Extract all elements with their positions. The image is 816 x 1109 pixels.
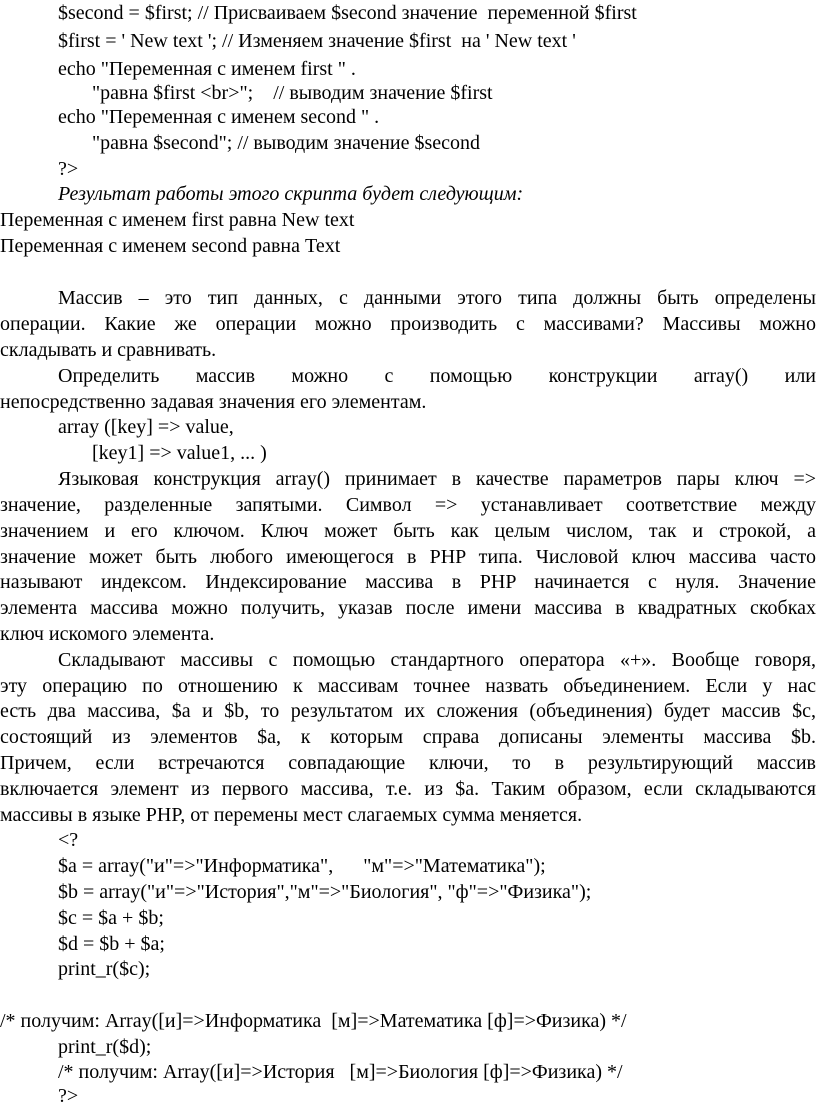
paragraph-line: элемента массива можно получить, указав после имени массива в квадратных скобках — [0, 597, 816, 619]
code-line: array ([key] => value, — [58, 416, 234, 438]
paragraph-line: значение может быть любого имеющегося в PHP типа. Числовой ключ массива часто — [0, 546, 816, 568]
paragraph-line: ключ искомого элемента. — [0, 623, 215, 645]
paragraph-line: значением и его ключом. Ключ может быть как целым числом, так и строкой, а — [0, 520, 816, 542]
code-line: $b = array("и"=>"История","м"=>"Биология", "ф"=>"Физика"); — [58, 881, 592, 903]
code-line: $second = $first; // Присваиваем $second значение переменной $first — [58, 2, 637, 24]
paragraph-line: Причем, если встречаются совпадающие ключи, то в результирующий массив — [0, 752, 816, 774]
code-line: ?> — [58, 158, 79, 180]
output-line: Переменная с именем first равна New text — [0, 209, 355, 231]
result-caption: Результат работы этого скрипта будет следующим: — [58, 183, 524, 205]
code-line: "равна $first <br>"; // выводим значение $first — [92, 82, 493, 104]
code-line: $c = $a + $b; — [58, 907, 164, 929]
code-line: $first = ' New text '; // Изменяем значение $first на ' New text ' — [58, 30, 576, 52]
code-line: [key1] => value1, ... ) — [92, 442, 267, 464]
paragraph-line: Складывают массивы с помощью стандартного оператора «+». Вообще говоря, — [58, 649, 816, 671]
code-line: print_r($c); — [58, 958, 151, 980]
code-line: $d = $b + $a; — [58, 933, 165, 955]
code-comment: /* получим: Array([и]=>Информатика [м]=>Математика [ф]=>Физика) */ — [0, 1010, 627, 1032]
code-line: echo "Переменная с именем second " . — [58, 106, 380, 128]
paragraph-line: включается элемент из первого массива, т.е. из $a. Таким образом, если складываются — [0, 778, 816, 800]
paragraph-line: операции. Какие же операции можно производить с массивами? Массивы можно — [0, 313, 816, 335]
paragraph-line: Определить массив можно с помощью конструкции array() или — [58, 365, 816, 387]
paragraph-line: непосредственно задавая значения его элементам. — [0, 391, 427, 413]
paragraph-line: Массив – это тип данных, с данными этого типа должны быть определены — [58, 287, 816, 309]
paragraph-line: массивы в языке PHP, от перемены мест слагаемых сумма меняется. — [0, 804, 583, 826]
paragraph-line: значение, разделенные запятыми. Символ => устанавливает соответствие между — [0, 494, 816, 516]
code-line: $a = array("и"=>"Информатика", "м"=>"Математика"); — [58, 855, 546, 877]
paragraph-line: называют индексом. Индексирование массива в PHP начинается с нуля. Значение — [0, 571, 816, 593]
paragraph-line: складывать и сравнивать. — [0, 339, 217, 361]
code-line: echo "Переменная с именем first " . — [58, 58, 356, 80]
code-line: ?> — [58, 1085, 79, 1107]
paragraph-line: эту операцию по отношению к массивам точнее назвать объединением. Если у нас — [0, 675, 816, 697]
paragraph-line: есть два массива, $a и $b, то результатом их сложения (объединения) будет массив $c, — [0, 700, 816, 722]
code-line: print_r($d); — [58, 1036, 152, 1058]
output-line: Переменная с именем second равна Text — [0, 235, 341, 257]
paragraph-line: состоящий из элементов $a, к которым справа дописаны элементы массива $b. — [0, 726, 816, 748]
code-comment: /* получим: Array([и]=>История [м]=>Биология [ф]=>Физика) */ — [58, 1061, 623, 1083]
code-line: <? — [58, 829, 79, 851]
code-line: "равна $second"; // выводим значение $second — [92, 132, 481, 154]
paragraph-line: Языковая конструкция array() принимает в качестве параметров пары ключ => — [58, 468, 816, 490]
